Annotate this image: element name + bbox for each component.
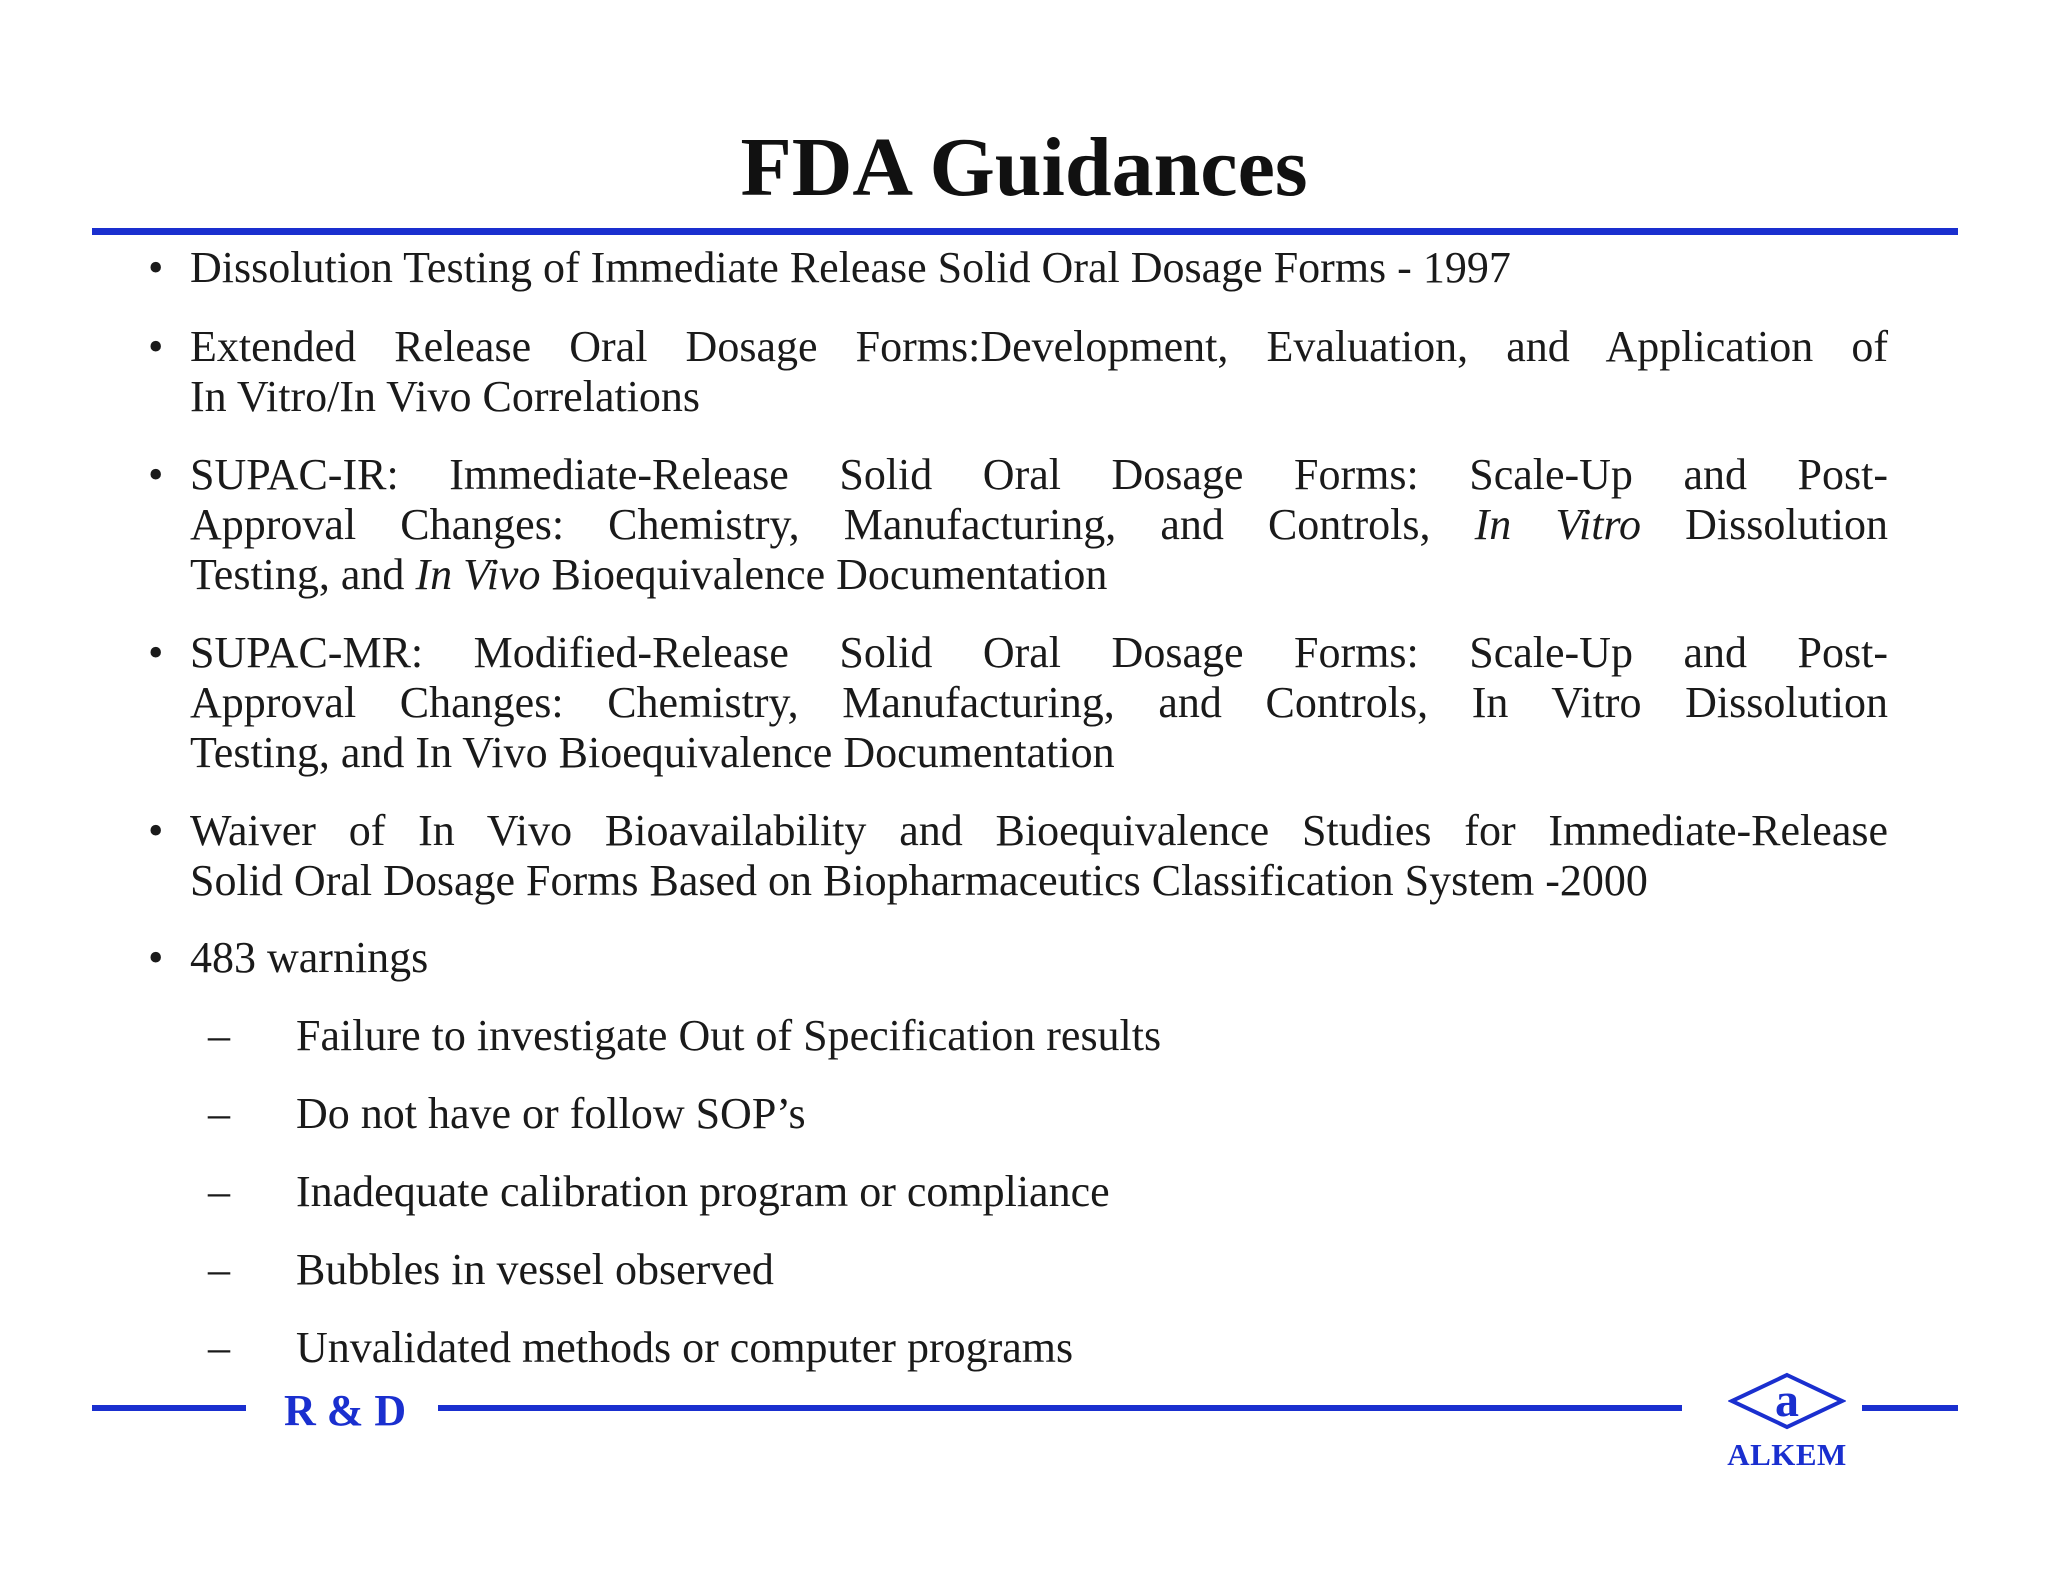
diamond-logo-icon [1728, 1372, 1846, 1430]
bullet-text-span: Bioequivalence Documentation [540, 550, 1108, 599]
bullet-text-line: Solid Oral Dosage Forms Based on Biopharmaceutics Classification System -2000 [190, 856, 1648, 905]
bullet-dot: • [148, 933, 164, 982]
dash-marker: – [208, 1089, 230, 1138]
dash-marker: – [208, 1011, 230, 1060]
alkem-logo [1722, 1372, 1852, 1474]
footer-rule-right [1862, 1405, 1958, 1411]
bullet-text-line [190, 550, 1888, 600]
dash-marker: – [208, 1245, 230, 1294]
logo-letter: a [1775, 1374, 1799, 1427]
bullet-text-line: In Vitro/In Vivo Correlations [190, 372, 701, 421]
footer-rule-middle [438, 1405, 1682, 1411]
footer-rule-left [92, 1405, 246, 1411]
dash-marker: – [208, 1167, 230, 1216]
footer-label: R & D [284, 1386, 407, 1435]
sub-item-text: Unvalidated methods or computer programs [296, 1323, 1074, 1372]
dash-marker: – [208, 1323, 230, 1372]
bullet-text-line: SUPAC-MR: Modified-Release Solid Oral Dosage Forms: Scale-Up and Post- [190, 628, 1888, 677]
logo-text: ALKEM [1727, 1437, 1847, 1472]
sub-item-text: Inadequate calibration program or compliance [296, 1167, 1110, 1216]
bullet-dot: • [148, 322, 164, 371]
bullet-dot: • [148, 628, 164, 677]
bullet-text-span: Approval Changes: Chemistry, Manufacturing, and Controls, [190, 500, 1475, 549]
slide-title: FDA Guidances [740, 121, 1308, 214]
bullet-text-line: SUPAC-IR: Immediate-Release Solid Oral Dosage Forms: Scale-Up and Post- [190, 450, 1888, 499]
bullet-text-line: Extended Release Oral Dosage Forms:Development, Evaluation, and Application of [190, 322, 1888, 371]
bullet-text-span: Testing, and [190, 550, 416, 599]
bullet-text-line: Testing, and In Vivo Bioequivalence Documentation [190, 728, 1115, 777]
sub-item-text: Do not have or follow SOP’s [296, 1089, 806, 1138]
bullet-text-line [190, 500, 1888, 550]
bullet-text-line: 483 warnings [190, 933, 429, 982]
italic-term: In Vivo [415, 550, 541, 599]
bullet-text-line: Dissolution Testing of Immediate Release Solid Oral Dosage Forms - 1997 [190, 243, 1511, 292]
sub-item-text: Bubbles in vessel observed [296, 1245, 774, 1294]
bullet-dot: • [148, 806, 164, 855]
bullet-text-line: Approval Changes: Chemistry, Manufacturing, and Controls, In Vitro Dissolution [190, 678, 1888, 727]
sub-item-text: Failure to investigate Out of Specification results [296, 1011, 1162, 1060]
bullet-dot: • [148, 450, 164, 499]
bullet-text-line: Waiver of In Vivo Bioavailability and Bioequivalence Studies for Immediate-Release [190, 806, 1888, 855]
bullet-text-span: Dissolution [1640, 500, 1888, 549]
bullet-dot: • [148, 243, 164, 292]
italic-term: In Vitro [1474, 500, 1641, 549]
